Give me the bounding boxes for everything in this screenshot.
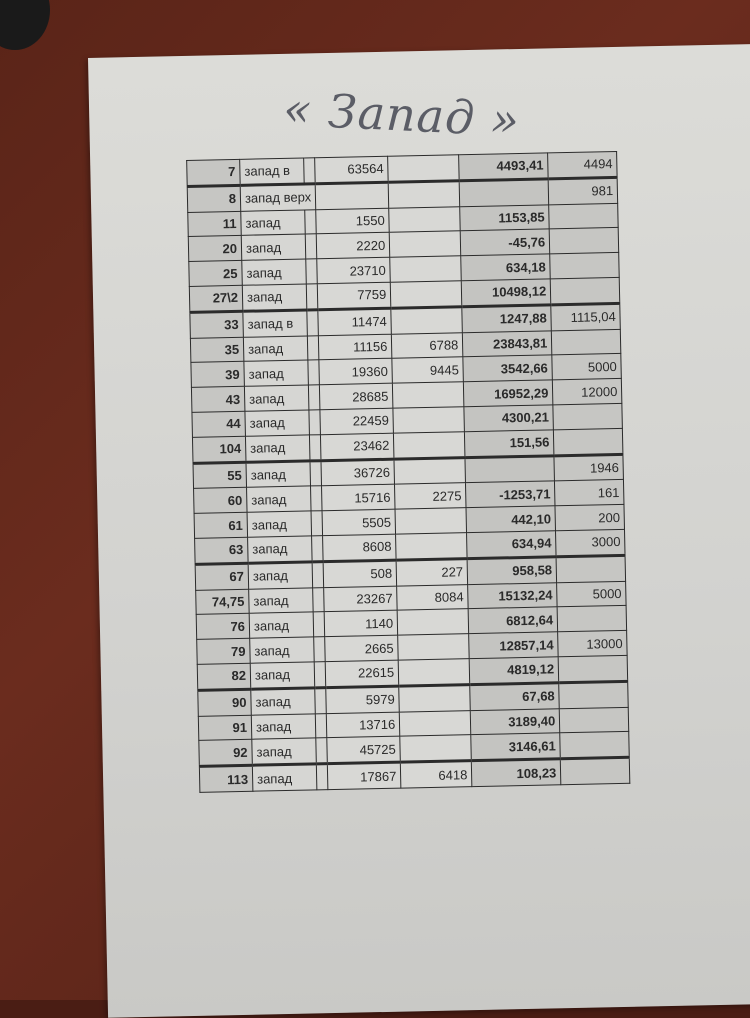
payment-cell (556, 555, 626, 582)
house-number-cell: 67 (195, 563, 249, 590)
house-number-cell: 90 (198, 689, 252, 716)
amount-cell: 23462 (321, 433, 395, 460)
district-cell: запад (244, 385, 308, 411)
payment-cell (550, 253, 620, 279)
payment-cell (559, 707, 629, 733)
extra-amount-cell (393, 382, 465, 408)
district-cell: запад (242, 284, 306, 311)
spacer-cell (307, 360, 319, 385)
payment-cell: 12000 (553, 379, 623, 405)
balance-cell: 4300,21 (464, 405, 553, 432)
extra-amount-cell (397, 609, 469, 635)
spacer-cell (308, 385, 320, 410)
extra-amount-cell: 9445 (392, 357, 464, 383)
spacer-cell (305, 234, 317, 259)
payment-cell (550, 277, 620, 304)
spacer-cell (315, 713, 327, 738)
house-number-cell: 11 (188, 211, 242, 237)
extra-amount-cell (389, 231, 461, 257)
extra-amount-cell (390, 281, 462, 308)
spacer-cell (311, 511, 323, 536)
amount-cell: 22459 (320, 408, 394, 434)
district-cell: запад (247, 511, 311, 537)
payment-cell (559, 681, 629, 708)
extra-amount-cell (399, 684, 471, 711)
handwritten-heading: « Запад » (282, 81, 522, 148)
amount-cell (315, 182, 389, 209)
balance-cell: 634,18 (461, 254, 550, 281)
extra-amount-cell (398, 659, 470, 686)
payment-cell: 4494 (548, 151, 618, 178)
extra-amount-cell (393, 407, 465, 433)
spacer-cell (314, 687, 326, 713)
district-cell: запад в (240, 158, 304, 185)
amount-cell: 7759 (318, 282, 392, 309)
balance-cell: 108,23 (472, 759, 562, 787)
payment-cell (552, 329, 622, 355)
balance-cell: 1247,88 (462, 305, 552, 333)
paper-sheet (88, 43, 750, 1017)
extra-amount-cell (399, 710, 471, 736)
district-cell: запад верх (240, 184, 316, 211)
payment-cell: 5000 (552, 354, 622, 380)
house-number-cell: 91 (198, 715, 252, 741)
amount-cell: 23710 (317, 257, 391, 283)
spacer-cell (310, 460, 322, 486)
balance-cell: 3146,61 (471, 733, 561, 761)
extra-amount-cell (388, 181, 460, 208)
amount-cell: 28685 (320, 383, 394, 409)
extra-amount-cell (398, 634, 470, 660)
balance-cell (465, 455, 555, 483)
amount-cell: 11156 (319, 334, 393, 360)
amount-cell: 23267 (324, 586, 398, 612)
amount-cell: 63564 (315, 156, 389, 183)
extra-amount-cell: 6418 (401, 761, 473, 788)
spacer-cell (305, 259, 317, 284)
amount-cell: 22615 (325, 660, 399, 687)
house-number-cell: 113 (199, 765, 253, 792)
spacer-cell (314, 662, 326, 688)
balance-cell: -45,76 (460, 229, 549, 256)
payment-cell: 3000 (556, 529, 626, 556)
payment-cell (561, 757, 631, 784)
district-cell: запад (252, 764, 316, 791)
amount-cell: 508 (323, 560, 397, 587)
payment-cell: 161 (555, 480, 625, 506)
house-number-cell: 61 (194, 512, 248, 538)
amount-cell: 5505 (322, 509, 396, 535)
house-number-cell: 27\2 (189, 285, 243, 312)
spacer-cell (311, 536, 323, 562)
balance-cell: 4819,12 (469, 657, 559, 685)
amount-cell: 8608 (323, 534, 397, 561)
payment-cell (558, 655, 628, 682)
balance-cell: 12857,14 (469, 632, 558, 659)
balance-cell: 3542,66 (463, 355, 552, 382)
district-cell: запад (241, 210, 305, 236)
spacer-cell (316, 764, 328, 790)
district-cell: запад (252, 738, 316, 765)
extra-amount-cell (388, 155, 460, 182)
balance-cell: 151,56 (465, 430, 555, 458)
amount-cell: 5979 (326, 686, 400, 713)
house-number-cell: 92 (199, 740, 253, 767)
district-cell: запад (241, 234, 305, 260)
district-cell: запад (247, 486, 311, 512)
balance-cell: 4493,41 (459, 153, 549, 181)
house-number-cell: 39 (191, 362, 245, 388)
house-number-cell: 79 (197, 638, 251, 664)
spacer-cell (307, 335, 319, 360)
district-cell: запад (251, 713, 315, 739)
amount-cell: 45725 (327, 736, 401, 763)
balance-cell: 958,58 (467, 557, 557, 585)
extra-amount-cell (394, 431, 466, 458)
balance-cell: -1253,71 (466, 481, 555, 508)
extra-amount-cell (395, 508, 467, 534)
district-cell: запад (243, 336, 307, 362)
payment-cell (553, 403, 623, 429)
house-number-cell: 44 (192, 411, 246, 437)
house-number-cell: 20 (188, 236, 242, 262)
spacer-cell (310, 486, 322, 511)
payment-cell (554, 428, 624, 455)
payment-cell (549, 203, 619, 229)
balance-cell: 6812,64 (468, 607, 557, 634)
balance-cell: 442,10 (466, 506, 555, 533)
amount-cell: 2665 (325, 635, 399, 661)
payment-cell: 200 (555, 505, 625, 531)
extra-amount-cell: 8084 (397, 584, 469, 610)
extra-amount-cell (394, 457, 466, 484)
ledger-table (186, 151, 630, 793)
district-cell: запад (250, 637, 314, 663)
amount-cell: 19360 (319, 359, 393, 385)
house-number-cell: 8 (187, 185, 241, 212)
house-number-cell: 74,75 (196, 589, 250, 615)
payment-cell: 5000 (557, 581, 627, 607)
house-number-cell: 104 (192, 436, 246, 463)
extra-amount-cell (390, 256, 462, 282)
district-cell: запад (249, 587, 313, 613)
district-cell: запад (244, 360, 308, 386)
extra-amount-cell: 227 (396, 558, 468, 585)
spacer-cell (304, 209, 316, 234)
spacer-cell (303, 158, 315, 184)
extra-amount-cell: 6788 (392, 332, 464, 358)
ledger-body (187, 151, 630, 792)
extra-amount-cell (389, 206, 461, 232)
extra-amount-cell (400, 735, 472, 762)
payment-cell: 1115,04 (551, 303, 621, 330)
district-cell: запад (249, 612, 313, 638)
spacer-cell (308, 410, 320, 435)
house-number-cell: 60 (194, 488, 248, 514)
district-cell: запад (245, 435, 309, 462)
spacer-cell (312, 561, 324, 587)
payment-cell: 13000 (558, 630, 628, 656)
district-cell: запад (248, 536, 312, 563)
extra-amount-cell: 2275 (395, 483, 467, 509)
house-number-cell: 76 (196, 614, 250, 640)
amount-cell: 2220 (316, 233, 390, 259)
extra-amount-cell (396, 533, 468, 560)
amount-cell: 1550 (316, 208, 390, 234)
district-cell: запад (245, 410, 309, 436)
balance-cell: 23843,81 (463, 330, 552, 357)
district-cell: запад в (243, 310, 307, 337)
house-number-cell: 35 (190, 337, 244, 363)
district-cell: запад (251, 688, 315, 715)
house-number-cell: 63 (195, 537, 249, 564)
house-number-cell: 55 (193, 462, 247, 489)
house-number-cell: 7 (187, 159, 241, 186)
amount-cell: 11474 (318, 308, 392, 335)
district-cell: запад (246, 461, 310, 488)
district-cell: запад (242, 259, 306, 285)
balance-cell: 67,68 (470, 683, 560, 711)
amount-cell: 17867 (328, 762, 402, 789)
balance-cell: 10498,12 (461, 279, 551, 307)
balance-cell: 16952,29 (464, 380, 553, 407)
house-number-cell: 82 (197, 663, 251, 690)
balance-cell: 634,94 (467, 531, 557, 559)
balance-cell: 3189,40 (470, 708, 559, 735)
spacer-cell (315, 738, 327, 764)
district-cell: запад (250, 662, 314, 689)
spacer-cell (306, 310, 318, 336)
district-cell: запад (248, 562, 312, 589)
balance-cell: 1153,85 (460, 204, 549, 231)
amount-cell: 15716 (322, 485, 396, 511)
spacer-cell (313, 612, 325, 637)
amount-cell: 36726 (321, 459, 395, 486)
spacer-cell (306, 284, 318, 310)
spacer-cell (312, 587, 324, 612)
amount-cell: 1140 (324, 610, 398, 636)
spacer-cell (313, 637, 325, 662)
payment-cell (560, 732, 630, 759)
spacer-cell (309, 434, 321, 460)
payment-cell: 981 (548, 177, 618, 204)
extra-amount-cell (391, 307, 463, 334)
payment-cell (549, 228, 619, 254)
house-number-cell: 43 (191, 386, 245, 412)
house-number-cell: 33 (190, 311, 244, 338)
payment-cell: 1946 (554, 454, 624, 481)
house-number-cell: 25 (189, 261, 243, 287)
balance-cell: 15132,24 (468, 582, 557, 609)
balance-cell (459, 179, 549, 207)
amount-cell: 13716 (327, 712, 401, 738)
payment-cell (557, 606, 627, 632)
